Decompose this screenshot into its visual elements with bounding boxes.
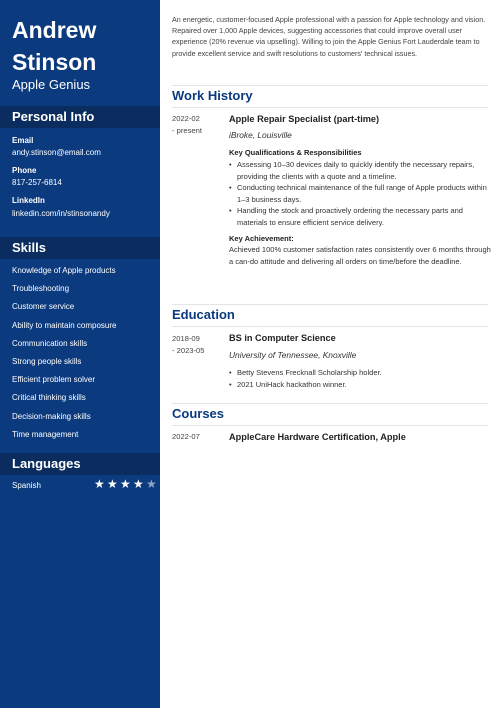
work-date-end: - present [172, 125, 202, 135]
name-first: Andrew [12, 17, 97, 43]
courses-heading: Courses [172, 406, 225, 421]
star-empty-icon: ★ [146, 477, 157, 491]
linkedin-label: LinkedIn [12, 196, 45, 205]
education-date [172, 333, 205, 356]
skill-item: Communication skills [12, 338, 88, 348]
section-divider [172, 304, 488, 305]
section-divider [172, 425, 488, 426]
name-last: Stinson [12, 49, 97, 75]
phone-label: Phone [12, 166, 37, 175]
candidate-name [12, 14, 157, 78]
star-filled-icon: ★ [120, 477, 131, 491]
work-bullet: • Handling the stock and proactively ordering the necessary parts and materials to ensure efficient service delivery. [229, 205, 491, 228]
profile-summary: An energetic, customer-focused Apple professional with a passion for Apple technology and vision. Repaired over 1,000 Apple devices, suggesting accessories that could improve overall user experience (20% revenue via upselling). Willing to join the Apple Genius Fort Lauderdale team to provide excellent service and swift resolutions to customers' technical issues. [172, 15, 486, 58]
education-school: University of Tennessee, Knoxville [229, 350, 357, 360]
section-divider [172, 326, 488, 327]
course-title: AppleCare Hardware Certification, Apple [229, 432, 406, 442]
star-filled-icon: ★ [94, 477, 105, 491]
skill-item: Ability to maintain composure [12, 320, 117, 330]
skills-heading: Skills [0, 237, 160, 259]
email-label: Email [12, 136, 34, 145]
sidebar [0, 0, 160, 708]
skill-item: Customer service [12, 302, 75, 312]
phone-value: 817-257-6814 [12, 178, 62, 187]
work-bullet: • Conducting technical maintenance of the full range of Apple products within 1–3 business days. [229, 182, 491, 205]
education-bullets [229, 367, 491, 390]
skill-item: Troubleshooting [12, 284, 70, 294]
email-value: andy.stinson@email.com [12, 148, 101, 157]
star-filled-icon: ★ [133, 477, 144, 491]
achievement-text: Achieved 100% customer satisfaction rates consistently over 6 months through a can-do attitude and delivering all orders on time/before the deadline. [229, 245, 491, 266]
personal-info-heading: Personal Info [0, 106, 160, 128]
skill-item: Efficient problem solver [12, 375, 95, 385]
skill-item: Knowledge of Apple products [12, 266, 116, 275]
work-date-start: 2022-02 [172, 114, 200, 123]
education-bullet: • 2021 UniHack hackathon winner. [229, 379, 491, 391]
language-row [12, 477, 157, 492]
section-divider [172, 85, 488, 86]
languages-heading: Languages [0, 453, 160, 475]
section-divider [172, 107, 488, 108]
work-date [172, 113, 202, 136]
skill-item: Time management [12, 429, 79, 439]
language-name: Spanish [12, 481, 41, 490]
section-divider [172, 403, 488, 404]
star-filled-icon: ★ [107, 477, 118, 491]
language-rating [94, 478, 159, 490]
skill-item: Critical thinking skills [12, 393, 86, 403]
achievement-heading: Key Achievement: [229, 234, 294, 243]
skills-list [0, 262, 160, 444]
work-history-heading: Work History [172, 88, 253, 103]
work-bullets [229, 159, 491, 228]
qualifications-heading: Key Qualifications & Responsibilities [229, 148, 362, 157]
education-date-end: - 2023-05 [172, 345, 205, 355]
skill-item: Strong people skills [12, 356, 82, 366]
course-date: 2022-07 [172, 432, 200, 441]
linkedin-value: linkedin.com/in/stinsonandy [12, 209, 110, 218]
work-title: Apple Repair Specialist (part-time) [229, 114, 380, 124]
job-title: Apple Genius [12, 77, 91, 92]
education-degree: BS in Computer Science [229, 333, 336, 343]
education-bullet: • Betty Stevens Frecknall Scholarship holder. [229, 367, 491, 379]
skill-item: Decision-making skills [12, 411, 91, 421]
work-bullet: • Assessing 10–30 devices daily to quickly identify the necessary repairs, providing the clients with a quote and a timeline. [229, 159, 491, 182]
work-company: iBroke, Louisville [229, 130, 292, 140]
education-date-start: 2018-09 [172, 334, 200, 343]
education-heading: Education [172, 307, 235, 322]
